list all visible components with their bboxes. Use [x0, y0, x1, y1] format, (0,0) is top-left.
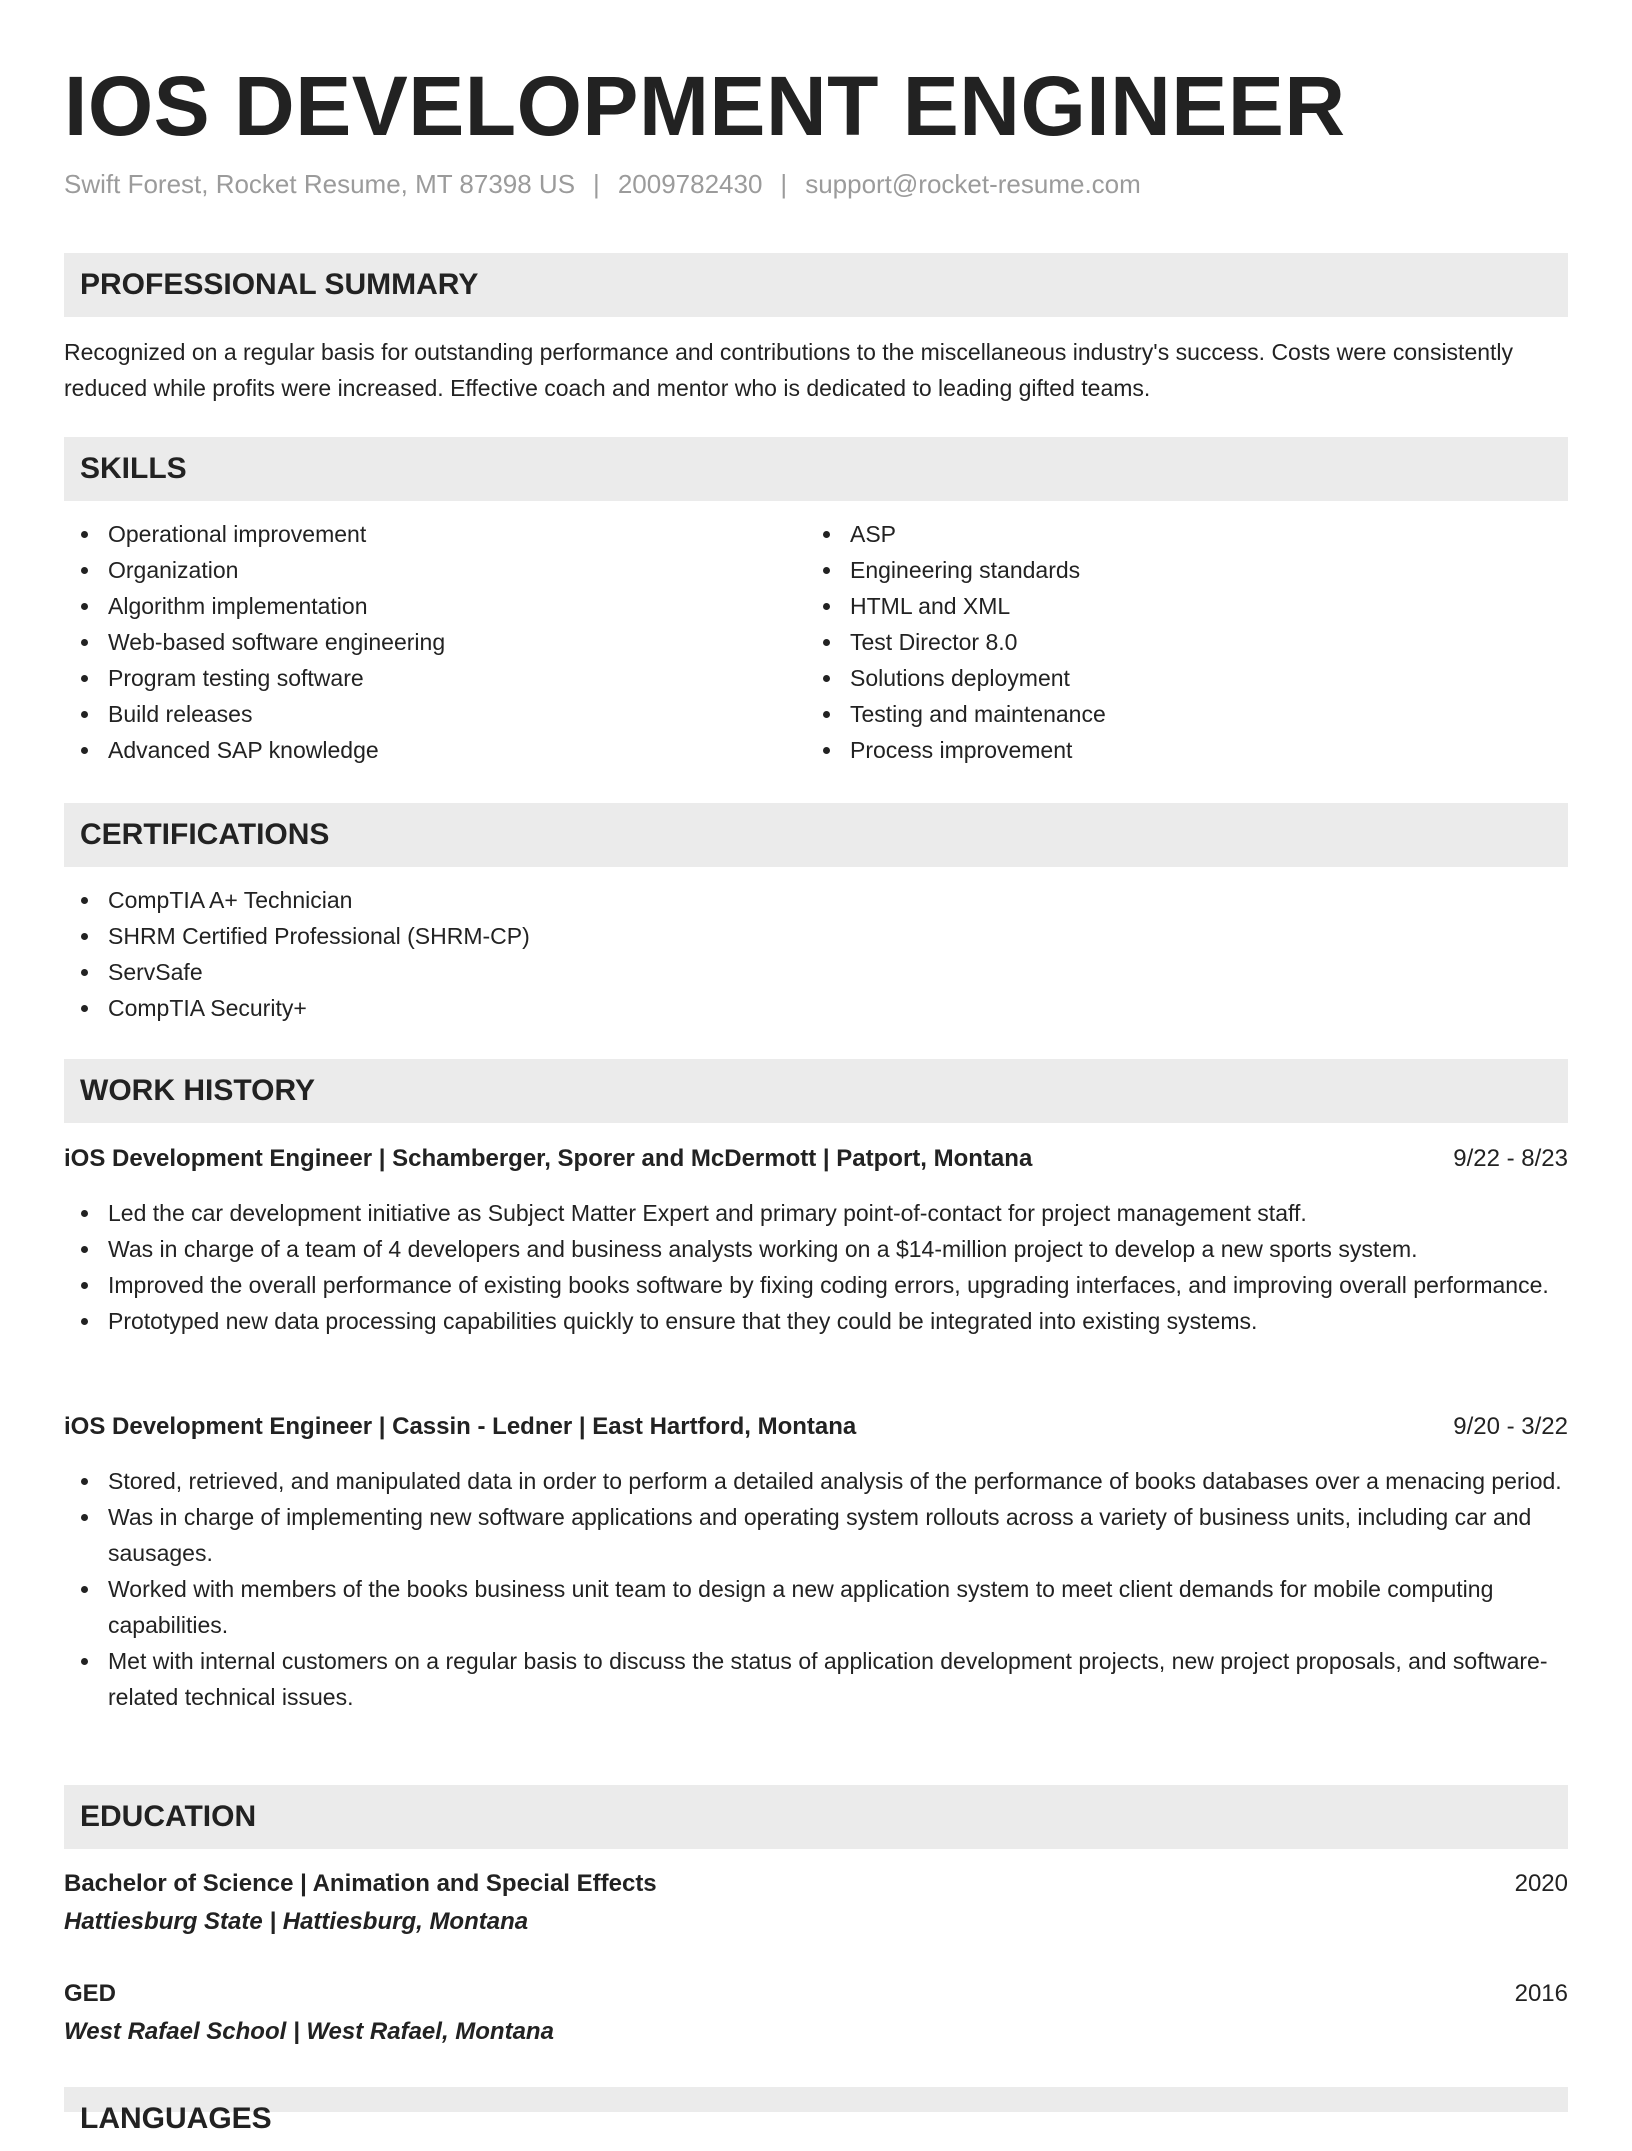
job-bullet: Led the car development initiative as Subject Matter Expert and primary point-of-contact for project management staff.: [64, 1195, 1568, 1231]
contact-email[interactable]: support@rocket-resume.com: [805, 169, 1141, 199]
education-year: 2016: [1514, 1980, 1568, 2007]
education-header: [64, 1976, 1568, 2012]
contact-phone: 2009782430: [617, 169, 763, 199]
skill-item: Program testing software: [64, 660, 804, 696]
skill-item: Advanced SAP knowledge: [64, 732, 804, 768]
certification-item: CompTIA A+ Technician: [64, 882, 1568, 918]
resume-name: IOS DEVELOPMENT ENGINEER: [64, 59, 1346, 153]
education-header: [64, 1866, 1568, 1902]
section-heading-summary: PROFESSIONAL SUMMARY: [64, 253, 1568, 317]
skill-item: Operational improvement: [64, 516, 804, 552]
skill-item: HTML and XML: [806, 588, 1546, 624]
job-bullets: [64, 1463, 1568, 1715]
job-bullet: Worked with members of the books business unit team to design a new application system to meet client demands for mobile computing capabilities.: [64, 1571, 1568, 1643]
job-bullet: Met with internal customers on a regular basis to discuss the status of application development projects, new project proposals, and software-related technical issues.: [64, 1643, 1568, 1715]
job-title: iOS Development Engineer | Cassin - Ledner | East Hartford, Montana: [64, 1413, 857, 1440]
skill-item: ASP: [806, 516, 1546, 552]
education-year: 2020: [1514, 1870, 1568, 1897]
job-dates: 9/20 - 3/22: [1453, 1413, 1568, 1440]
certification-item: SHRM Certified Professional (SHRM-CP): [64, 918, 1568, 954]
skill-item: Web-based software engineering: [64, 624, 804, 660]
job-bullet: Prototyped new data processing capabilities quickly to ensure that they could be integrated into existing systems.: [64, 1303, 1568, 1339]
education-degree: GED: [64, 1980, 117, 2007]
job-header: [64, 1409, 1568, 1445]
job-bullets: [64, 1195, 1568, 1339]
skills-list-left: [64, 516, 804, 768]
skill-item: Process improvement: [806, 732, 1546, 768]
skill-item: Testing and maintenance: [806, 696, 1546, 732]
job-dates: 9/22 - 8/23: [1453, 1145, 1568, 1172]
skills-list-right: [806, 516, 1546, 768]
skill-item: Organization: [64, 552, 804, 588]
contact-address: Swift Forest, Rocket Resume, MT 87398 US: [64, 169, 576, 199]
section-heading-work-history: WORK HISTORY: [64, 1059, 1568, 1123]
section-heading-education: EDUCATION: [64, 1785, 1568, 1849]
job-bullet: Was in charge of implementing new software applications and operating system rollouts across a variety of business units, including car and sausages.: [64, 1499, 1568, 1571]
skill-item: Test Director 8.0: [806, 624, 1546, 660]
job-bullet: Improved the overall performance of existing books software by fixing coding errors, upgrading interfaces, and improving overall performance.: [64, 1267, 1568, 1303]
job-header: [64, 1141, 1568, 1177]
skill-item: Solutions deployment: [806, 660, 1546, 696]
certification-item: ServSafe: [64, 954, 1568, 990]
summary-text: Recognized on a regular basis for outstanding performance and contributions to the miscellaneous industry's success. Costs were consistently reduced while profits were increased. Effective coach and mentor who is dedicated to leading gifted teams.: [64, 339, 1514, 401]
job-bullet: Was in charge of a team of 4 developers and business analysts working on a $14-million project to develop a new sports system.: [64, 1231, 1568, 1267]
education-school: Hattiesburg State | Hattiesburg, Montana: [64, 1908, 529, 1935]
section-heading-certifications: CERTIFICATIONS: [64, 803, 1568, 867]
certifications-list: [64, 882, 1568, 1026]
skill-item: Algorithm implementation: [64, 588, 804, 624]
section-heading-skills: SKILLS: [64, 437, 1568, 501]
education-degree: Bachelor of Science | Animation and Special Effects: [64, 1870, 657, 1897]
contact-line: [64, 166, 1141, 202]
certification-item: CompTIA Security+: [64, 990, 1568, 1026]
job-bullet: Stored, retrieved, and manipulated data in order to perform a detailed analysis of the performance of books databases over a menacing period.: [64, 1463, 1568, 1499]
skill-item: Build releases: [64, 696, 804, 732]
job-title: iOS Development Engineer | Schamberger, Sporer and McDermott | Patport, Montana: [64, 1145, 1033, 1172]
section-heading-languages: LANGUAGES: [64, 2087, 1568, 2112]
contact-separator: |: [780, 169, 788, 199]
skill-item: Engineering standards: [806, 552, 1546, 588]
contact-separator: |: [593, 169, 600, 199]
education-school: West Rafael School | West Rafael, Montana: [64, 2018, 554, 2045]
